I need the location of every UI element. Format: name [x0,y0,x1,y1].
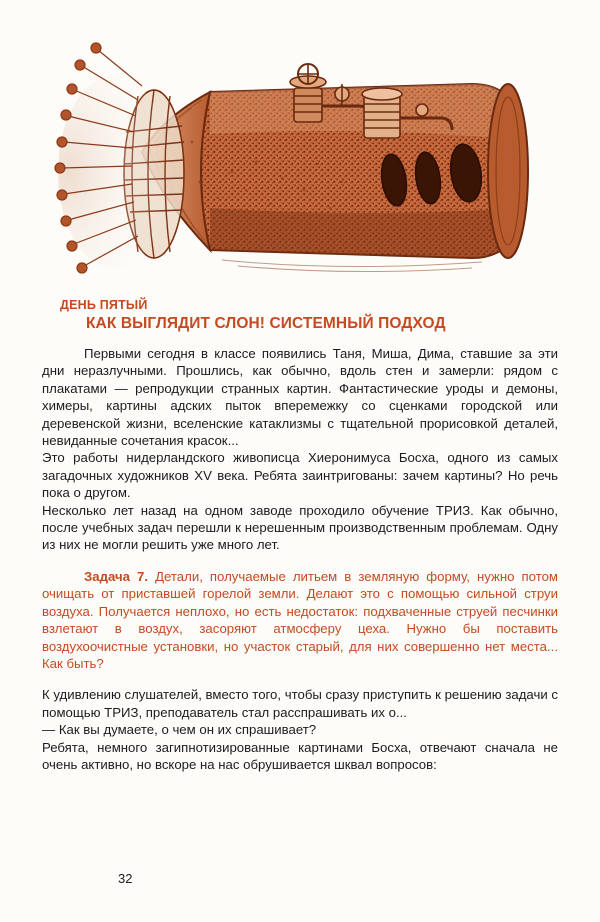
body-paragraph-1: Первыми сегодня в классе появились Таня, Миша, Дима, ставшие за эти дни неразлучными. Прошлись, как обычно, вдоль стен и замерли: рядом с плакатами — репродукции странных картин. Фантастические уроды и демоны, химеры, картины адских пыток вперемежку со сценками городской или деревенской жизни, вселенские катаклизмы с тщательной прорисовкой деталей, невиданные сочетания красок... [42,346,558,449]
task-paragraph [42,568,558,672]
page-number: 32 [118,871,133,886]
document-page [0,22,600,922]
task-label: Задача 7. [84,568,149,584]
task-block [42,568,558,672]
body-paragraph-2: Это работы нидерландского живописца Хиеронимуса Босха, одного из самых загадочных художников XV века. Ребята заинтригованы: зачем картины? Но речь пока о другом. [42,450,558,501]
day-label: ДЕНЬ ПЯТЫЙ [60,298,148,312]
elephant-machine-illustration [42,22,558,290]
task-text: Детали, получаемые литьем в земляную форму, нужно потом очищать от приставшей горелой земли. Делают это с помощью сильной струи воздуха. Получается неплохо, но есть недостаток: подхваченные струей песчинки взлетают в воздух, засоряют атмосферу цеха. Нужно бы поставить воздухоочистные установки, но участок старый, для них совершенно нет места... Как быть? [42,568,558,671]
illustration-svg [42,22,558,290]
tail-text [42,686,558,773]
body-text [42,345,558,554]
tail-paragraph-2: — Как вы думаете, о чем он их спрашивает? [42,722,317,738]
tail-paragraph-3: Ребята, немного загипнотизированные картинами Босха, отвечают сначала не очень активно, но вскоре на нас обрушивается шквал вопросов: [42,739,558,772]
tail-paragraph-1: К удивлению слушателей, вместо того, чтобы сразу приступить к решению задачи с помощью ТРИЗ, преподаватель стал расспрашивать их о... [42,687,558,720]
body-paragraph-3: Несколько лет назад на одном заводе проходило обучение ТРИЗ. Как обычно, после учебных задач перешли к нерешенным производственным проблемам. Одну из них не могли решить уже много лет. [42,502,558,553]
chapter-title: КАК ВЫГЛЯДИТ СЛОН! СИСТЕМНЫЙ ПОДХОД [86,315,446,332]
